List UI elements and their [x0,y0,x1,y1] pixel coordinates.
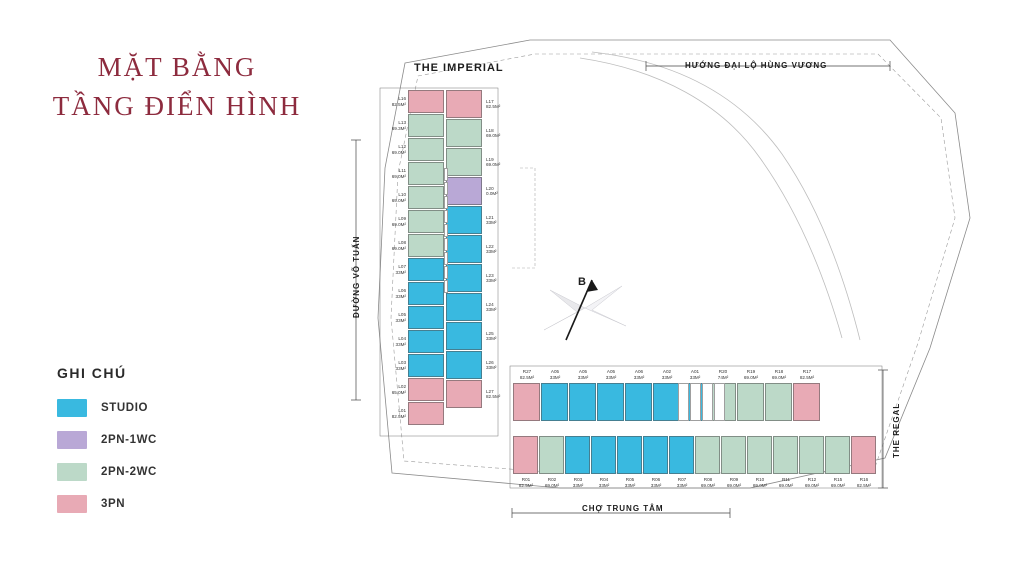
unit-area: 33M² [486,249,497,255]
unit-label [382,264,406,275]
unit-label [382,120,406,131]
unit-code: L18 [486,127,494,133]
unit-area: 69.0M² [752,482,768,488]
unit-label [486,186,510,197]
core-cell [444,168,448,181]
unit-label [538,477,566,488]
unit-cell[interactable] [825,436,850,474]
unit-label [625,369,653,380]
unit-code: A01 [690,369,700,374]
unit-code: R16 [859,477,869,482]
unit-area: 33M² [661,374,673,380]
unit-code: R01 [521,477,531,482]
unit-cell[interactable] [408,402,444,425]
unit-code: R20 [718,369,728,374]
unit-area: 33M² [572,482,584,488]
unit-area: 82.5M² [391,101,406,107]
unit-code: R27 [522,369,532,374]
unit-cell[interactable] [408,378,444,401]
unit-area: 33M² [549,374,561,380]
unit-area: 33M² [486,336,497,342]
legend-label-2pn-1wc: 2PN-1WC [101,434,157,446]
legend-item-2pn-2wc [57,463,277,481]
unit-code: R09 [729,477,739,482]
unit-label [486,302,510,313]
label-the-regal: THE REGAL [892,402,901,458]
unit-code: R18 [774,369,784,374]
unit-cell[interactable] [799,436,824,474]
unit-area: 33M² [395,269,406,275]
unit-label [564,477,592,488]
unit-code: L09 [398,216,406,221]
compass-rose [544,280,626,340]
legend-item-studio [57,399,277,417]
unit-cell[interactable] [408,258,444,281]
unit-code: R03 [573,477,583,482]
unit-label [709,369,737,380]
unit-code: R10 [755,477,765,482]
unit-code: A06 [634,369,644,374]
legend-title: GHI CHÚ [57,365,127,381]
unit-cell[interactable] [446,293,482,321]
unit-label [737,369,765,380]
unit-code: R19 [746,369,756,374]
unit-code: A05 [606,369,616,374]
legend-swatch-2pn-1wc [57,431,87,449]
unit-area: 33M² [486,307,497,313]
core-cell [444,196,448,209]
unit-cell[interactable] [408,234,444,257]
legend-label-studio: STUDIO [101,402,149,414]
unit-label [382,216,406,227]
unit-area: 33M² [676,482,688,488]
unit-cell[interactable] [408,330,444,353]
unit-label [720,477,748,488]
unit-cell[interactable] [408,186,444,209]
unit-code: R12 [807,477,817,482]
unit-area: 0.0M² [486,191,498,197]
unit-area: 69.0M² [391,197,406,203]
unit-area: 33M² [486,220,497,226]
unit-code: R05 [625,477,635,482]
unit-code: L20 [486,185,494,191]
unit-code: L25 [486,330,494,336]
unit-cell[interactable] [408,210,444,233]
unit-area: 69.0M² [830,482,846,488]
label-compass-north: B [578,276,587,288]
unit-area: 33M² [689,374,701,380]
unit-cell[interactable] [617,436,642,474]
unit-label [486,215,510,226]
unit-area: 33M² [577,374,589,380]
unit-code: R11 [781,477,791,482]
unit-label [746,477,774,488]
legend-swatch-2pn-2wc [57,463,87,481]
unit-area: 69.0M² [544,482,560,488]
unit-label [486,128,510,139]
unit-area: 82.5M² [856,482,872,488]
unit-label [642,477,670,488]
unit-label [772,477,800,488]
unit-code: L16 [398,96,406,101]
unit-area: 69.0M² [391,149,406,155]
unit-area: 33M² [395,341,406,347]
core-cell [444,266,448,279]
unit-cell[interactable] [773,436,798,474]
unit-code: L02 [398,384,406,389]
unit-label [382,336,406,347]
unit-label [793,369,821,380]
unit-label [382,408,406,419]
unit-label [850,477,878,488]
unit-cell[interactable] [569,383,596,421]
unit-code: L21 [486,214,494,220]
core-cell [444,224,448,237]
unit-label [486,360,510,371]
unit-cell[interactable] [747,436,772,474]
unit-cell[interactable] [446,351,482,379]
unit-cell[interactable] [591,436,616,474]
unit-cell[interactable] [446,90,482,118]
core-cell [444,210,448,223]
unit-area: 33M² [605,374,617,380]
unit-code: L22 [486,243,494,249]
unit-cell[interactable] [597,383,624,421]
core-cell [444,238,448,251]
unit-label [541,369,569,380]
unit-area: 33M² [633,374,645,380]
unit-area: 82.5M² [799,374,815,380]
unit-code: L10 [398,192,406,197]
unit-code: A05 [578,369,588,374]
unit-area: 82.5M² [486,104,501,110]
label-huong-dai-lo-hung-vuong: HƯỚNG ĐẠI LỘ HÙNG VƯƠNG [685,61,828,70]
legend-label-2pn-2wc: 2PN-2WC [101,466,157,478]
unit-label [486,244,510,255]
unit-label [486,331,510,342]
unit-cell[interactable] [408,162,444,185]
unit-code: R08 [703,477,713,482]
unit-label [681,369,709,380]
label-cho-trung-tam: CHỢ TRUNG TÂM [582,504,664,513]
floor-plan-map [330,18,1010,563]
core-cell [444,280,448,293]
title-line-2: TẦNG ĐIỂN HÌNH [52,91,302,121]
unit-area: 82.5M² [519,374,535,380]
unit-label [694,477,722,488]
unit-label [486,99,510,110]
unit-label [382,288,406,299]
unit-area: 69.0M² [486,162,501,168]
unit-cell[interactable] [446,264,482,292]
unit-area: 69.0M² [771,374,787,380]
unit-area: 69.0M² [778,482,794,488]
unit-cell[interactable] [446,148,482,176]
unit-code: L08 [398,240,406,245]
unit-area: 69.3M² [391,125,406,131]
unit-cell[interactable] [643,436,668,474]
unit-code: A02 [662,369,672,374]
unit-cell[interactable] [408,90,444,113]
unit-label [382,312,406,323]
unit-cell[interactable] [539,436,564,474]
unit-cell[interactable] [446,322,482,350]
unit-area: 33M² [486,365,497,371]
unit-code: R17 [802,369,812,374]
unit-area: 69.0M² [743,374,759,380]
unit-area: 33M² [486,278,497,284]
unit-code: L27 [486,388,494,394]
unit-label [382,144,406,155]
unit-cell[interactable] [446,235,482,263]
unit-area: 69.0M² [726,482,742,488]
unit-label [798,477,826,488]
unit-label [668,477,696,488]
core-cell [444,182,448,195]
unit-code: L24 [486,301,494,307]
core-cell [444,252,448,265]
unit-cell[interactable] [721,436,746,474]
unit-cell[interactable] [408,114,444,137]
unit-code: R07 [677,477,687,482]
core-cell [714,383,725,421]
unit-cell[interactable] [446,206,482,234]
unit-cell[interactable] [408,306,444,329]
unit-label [616,477,644,488]
unit-area: 82.5M² [486,394,501,400]
unit-cell[interactable] [408,282,444,305]
unit-cell[interactable] [653,383,680,421]
unit-area: 33M² [395,365,406,371]
unit-cell[interactable] [513,383,540,421]
unit-cell[interactable] [793,383,820,421]
core-cell [690,383,701,421]
unit-code: L05 [398,312,406,317]
unit-area: 74M² [717,374,729,380]
unit-area: 33M² [395,317,406,323]
label-duong-vo-tuan: ĐƯỜNG VÕ TUẤN [352,235,361,318]
unit-code: R02 [547,477,557,482]
unit-code: R04 [599,477,609,482]
legend-label-3pn: 3PN [101,498,126,510]
legend-item-3pn [57,495,277,513]
unit-label [382,96,406,107]
core-cell [678,383,689,421]
unit-label [590,477,618,488]
unit-code: L07 [398,264,406,269]
unit-code: L19 [486,156,494,162]
unit-area: 82.5M² [518,482,534,488]
unit-area: 69.0M² [391,173,406,179]
unit-area: 69.0M² [486,133,501,139]
unit-code: R15 [833,477,843,482]
unit-code: L11 [398,168,406,173]
unit-area: 33M² [395,293,406,299]
unit-code: L13 [398,120,406,125]
unit-cell[interactable] [737,383,764,421]
unit-cell[interactable] [408,354,444,377]
unit-label [824,477,852,488]
unit-label [382,192,406,203]
legend-swatch-3pn [57,495,87,513]
unit-area: 65.0M² [391,389,406,395]
unit-label [486,273,510,284]
unit-label [569,369,597,380]
unit-label [382,168,406,179]
unit-area: 69.0M² [391,221,406,227]
unit-cell[interactable] [446,119,482,147]
unit-cell[interactable] [625,383,652,421]
unit-area: 69.0M² [391,245,406,251]
unit-label [597,369,625,380]
legend [57,365,277,527]
unit-code: L12 [398,144,406,149]
unit-cell[interactable] [851,436,876,474]
title-line-1: MẶT BẰNG [97,52,257,82]
unit-cell[interactable] [513,436,538,474]
unit-cell[interactable] [565,436,590,474]
unit-area: 82.5M² [391,413,406,419]
unit-code: L23 [486,272,494,278]
unit-label [765,369,793,380]
unit-area: 33M² [598,482,610,488]
unit-code: L26 [486,359,494,365]
unit-area: 69.0M² [700,482,716,488]
label-the-imperial: THE IMPERIAL [414,62,504,74]
unit-cell[interactable] [408,138,444,161]
unit-area: 69.0M² [804,482,820,488]
unit-label [486,157,510,168]
unit-code: L17 [486,98,494,104]
unit-label [513,369,541,380]
unit-code: L06 [398,288,406,293]
unit-label [486,389,510,400]
core-cell [702,383,713,421]
unit-label [512,477,540,488]
unit-code: L03 [398,360,406,365]
unit-cell[interactable] [765,383,792,421]
unit-code: L01 [398,408,406,413]
unit-cell[interactable] [695,436,720,474]
legend-swatch-studio [57,399,87,417]
unit-code: R06 [651,477,661,482]
unit-label [653,369,681,380]
unit-cell[interactable] [446,177,482,205]
unit-area: 33M² [650,482,662,488]
unit-area: 33M² [624,482,636,488]
unit-cell[interactable] [669,436,694,474]
page-title [42,52,312,122]
unit-code: L04 [398,336,406,341]
unit-code: A05 [550,369,560,374]
unit-cell[interactable] [541,383,568,421]
unit-label [382,240,406,251]
unit-label [382,360,406,371]
unit-cell[interactable] [446,380,482,408]
legend-item-2pn-1wc [57,431,277,449]
unit-label [382,384,406,395]
